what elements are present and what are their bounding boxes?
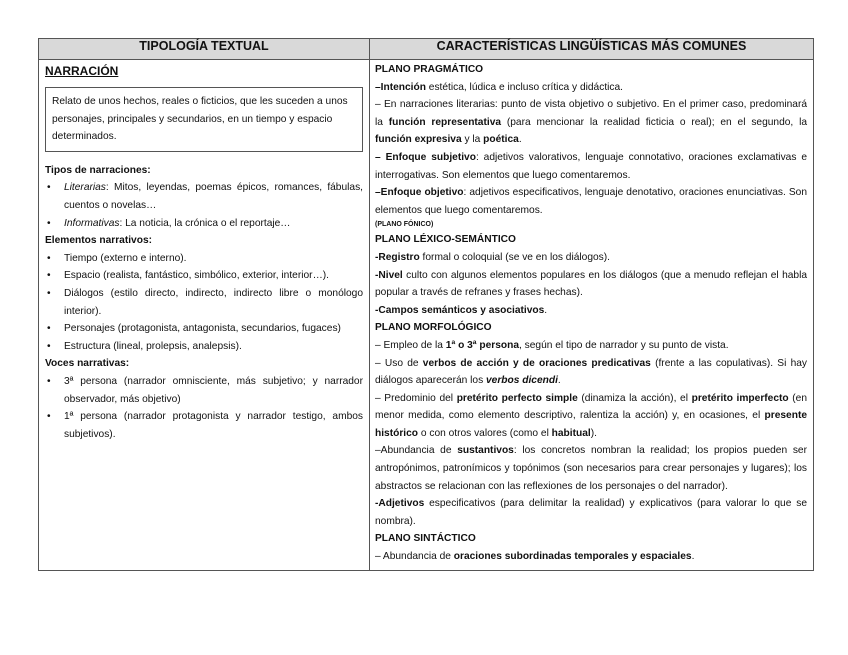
text-run: , según el tipo de narrador y su punto de vista. [519,339,729,351]
tipo-label: Informativas [64,217,120,229]
registro-para [375,249,807,267]
text-run: . [518,134,522,146]
enfoque-objetivo-label: –Enfoque objetivo [375,187,464,199]
characteristics-table [38,38,814,571]
bold-run: habitual [551,427,591,439]
header-caracteristicas: CARACTERÍSTICAS LINGÜÍSTICAS MÁS COMUNES [370,39,814,60]
text-run: – Predominio del [375,392,457,404]
bold-run: pretérito imperfecto [691,392,789,404]
table-header-row [39,39,814,60]
text-run: y la [461,134,484,146]
list-item: • Tiempo (externo e interno). [45,250,363,268]
enfoque-objetivo-para [375,184,807,219]
plano-lexico-heading: PLANO LÉXICO-SEMÁNTICO [375,234,516,246]
enfoque-subjetivo-label: – Enfoque subjetivo [375,151,476,163]
tipo-label: Literarias [64,182,106,194]
typology-cell [39,60,370,571]
text-run: ). [590,427,597,439]
adjetivos-text: especificativos (para delimitar la realidad) y explicativos (para valorar lo que se nombra). [375,498,807,527]
campos-para [375,302,807,320]
list-item: • Personajes (protagonista, antagonista, secundarios, fugaces) [45,320,363,338]
campos-text: . [544,304,548,316]
characteristics-cell [370,60,814,571]
nivel-para [375,267,807,302]
text-run: – Empleo de la [375,339,446,351]
intencion-label: –Intención [375,81,426,93]
table-row [39,60,814,571]
text-run: (dinamiza la acción), el [577,392,692,404]
narraciones-para [375,96,807,149]
persona-para [375,337,807,355]
campos-label: -Campos semánticos y asociativos [375,304,545,316]
header-tipologia: TIPOLOGÍA TEXTUAL [39,39,370,60]
list-item: • Estructura (lineal, prolepsis, analepsis). [45,338,363,356]
registro-label: -Registro [375,251,420,263]
definition-box: Relato de unos hechos, reales o ficticios, que les suceden a unos personajes, principales y secundarios, en un tiempo y espacio determinados. [45,87,363,152]
list-item: • Espacio (realista, fantástico, simbólico, exterior, interior…). [45,267,363,285]
preterito-para [375,390,807,443]
intencion-text: estética, lúdica e incluso crítica y didáctica. [425,81,624,93]
tipos-heading: Tipos de narraciones: [45,164,151,176]
sustantivos-para [375,442,807,495]
text-run: – En narraciones literarias: punto de vista objetivo o subjetivo. En el primer caso, predominará la [375,99,807,128]
list-item: • Diálogos (estilo directo, indirecto, indirecto libre o monólogo interior). [45,285,363,320]
voces-list [45,373,363,443]
nivel-text: culto con algunos elementos populares en los diálogos (que a menudo reflejan el habla popular a través de refranes y frases hechas). [375,269,807,299]
verbos-para [375,355,807,390]
plano-fonico-heading: (PLANO FÓNICO) [375,221,434,229]
tipo-text: : Mitos, leyendas, poemas épicos, romances, fábulas, cuentos o novelas… [64,182,363,211]
abundancia-para [375,548,807,566]
plano-pragmatico-heading: PLANO PRAGMÁTICO [375,64,484,75]
intencion-para [375,79,807,97]
bold-italic-run: verbos dicendi [486,375,558,387]
text-run: (frente a las copulativas). Si hay diálogos aparecerán los [375,357,808,387]
elementos-heading: Elementos narrativos: [45,235,153,247]
text-run: – Uso de [375,357,423,369]
bold-run: poética [483,134,519,146]
tipo-text: : La noticia, la crónica o el reportaje… [119,217,291,229]
bold-run: oraciones subordinadas temporales y espaciales [453,551,692,563]
registro-text: formal o coloquial (se ve en los diálogos). [419,251,610,263]
enfoque-subjetivo-text: : adjetivos valorativos, lenguaje connotativo, oraciones exclamativas e interrogativas. Son elementos que luego comentaremos. [375,151,807,181]
adjetivos-label: -Adjetivos [375,498,425,510]
text-run: (en menor medida, como elemento descriptivo, ralentiza la acción) y, en ocasiones, el [375,392,807,422]
bold-run: 1ª o 3ª persona [445,339,520,351]
list-item: • 1ª persona (narrador protagonista y narrador testigo, ambos subjetivos). [45,408,363,443]
plano-sintactico-heading: PLANO SINTÁCTICO [375,533,476,545]
text-run: o con otros valores (como el [418,427,552,439]
text-run: (para mencionar la realidad ficticia o real); en el segundo, la [501,116,807,128]
bold-run: presente histórico [375,410,807,439]
nivel-label: -Nivel [375,269,403,281]
enfoque-objetivo-text: : adjetivos especificativos, lenguaje denotativo, oraciones enunciativas. Son elementos que luego comentaremos. [375,187,808,216]
bold-run: función representativa [388,116,502,128]
bold-run: pretérito perfecto simple [456,392,578,404]
elementos-list [45,250,363,356]
narracion-title: NARRACIÓN [45,64,119,78]
list-item [45,215,363,233]
text-run: . [691,551,695,563]
plano-morfologico-heading: PLANO MORFOLÓGICO [375,322,492,334]
text-run: – Abundancia de [375,551,454,563]
text-run: . [557,375,561,387]
list-item: • 3ª persona (narrador omnisciente, más subjetivo; y narrador observador, más objetivo) [45,373,363,408]
tipos-list [45,179,363,232]
bold-run: función expresiva [375,134,462,146]
enfoque-subjetivo-para [375,149,807,184]
list-item [45,179,363,214]
bold-run: verbos de acción y de oraciones predicativas [422,357,651,369]
adjetivos-para [375,495,807,530]
text-run: –Abundancia de [375,445,458,457]
text-run: : los concretos nombran la realidad; los propios pueden ser antropónimos, patronímicos y topónimos (son necesarios para crear personajes y lugares); los abstractos se relacionan con las reflexiones de los personajes o del narrador). [375,445,807,492]
bold-run: sustantivos [457,445,514,457]
voces-heading: Voces narrativas: [45,358,130,370]
